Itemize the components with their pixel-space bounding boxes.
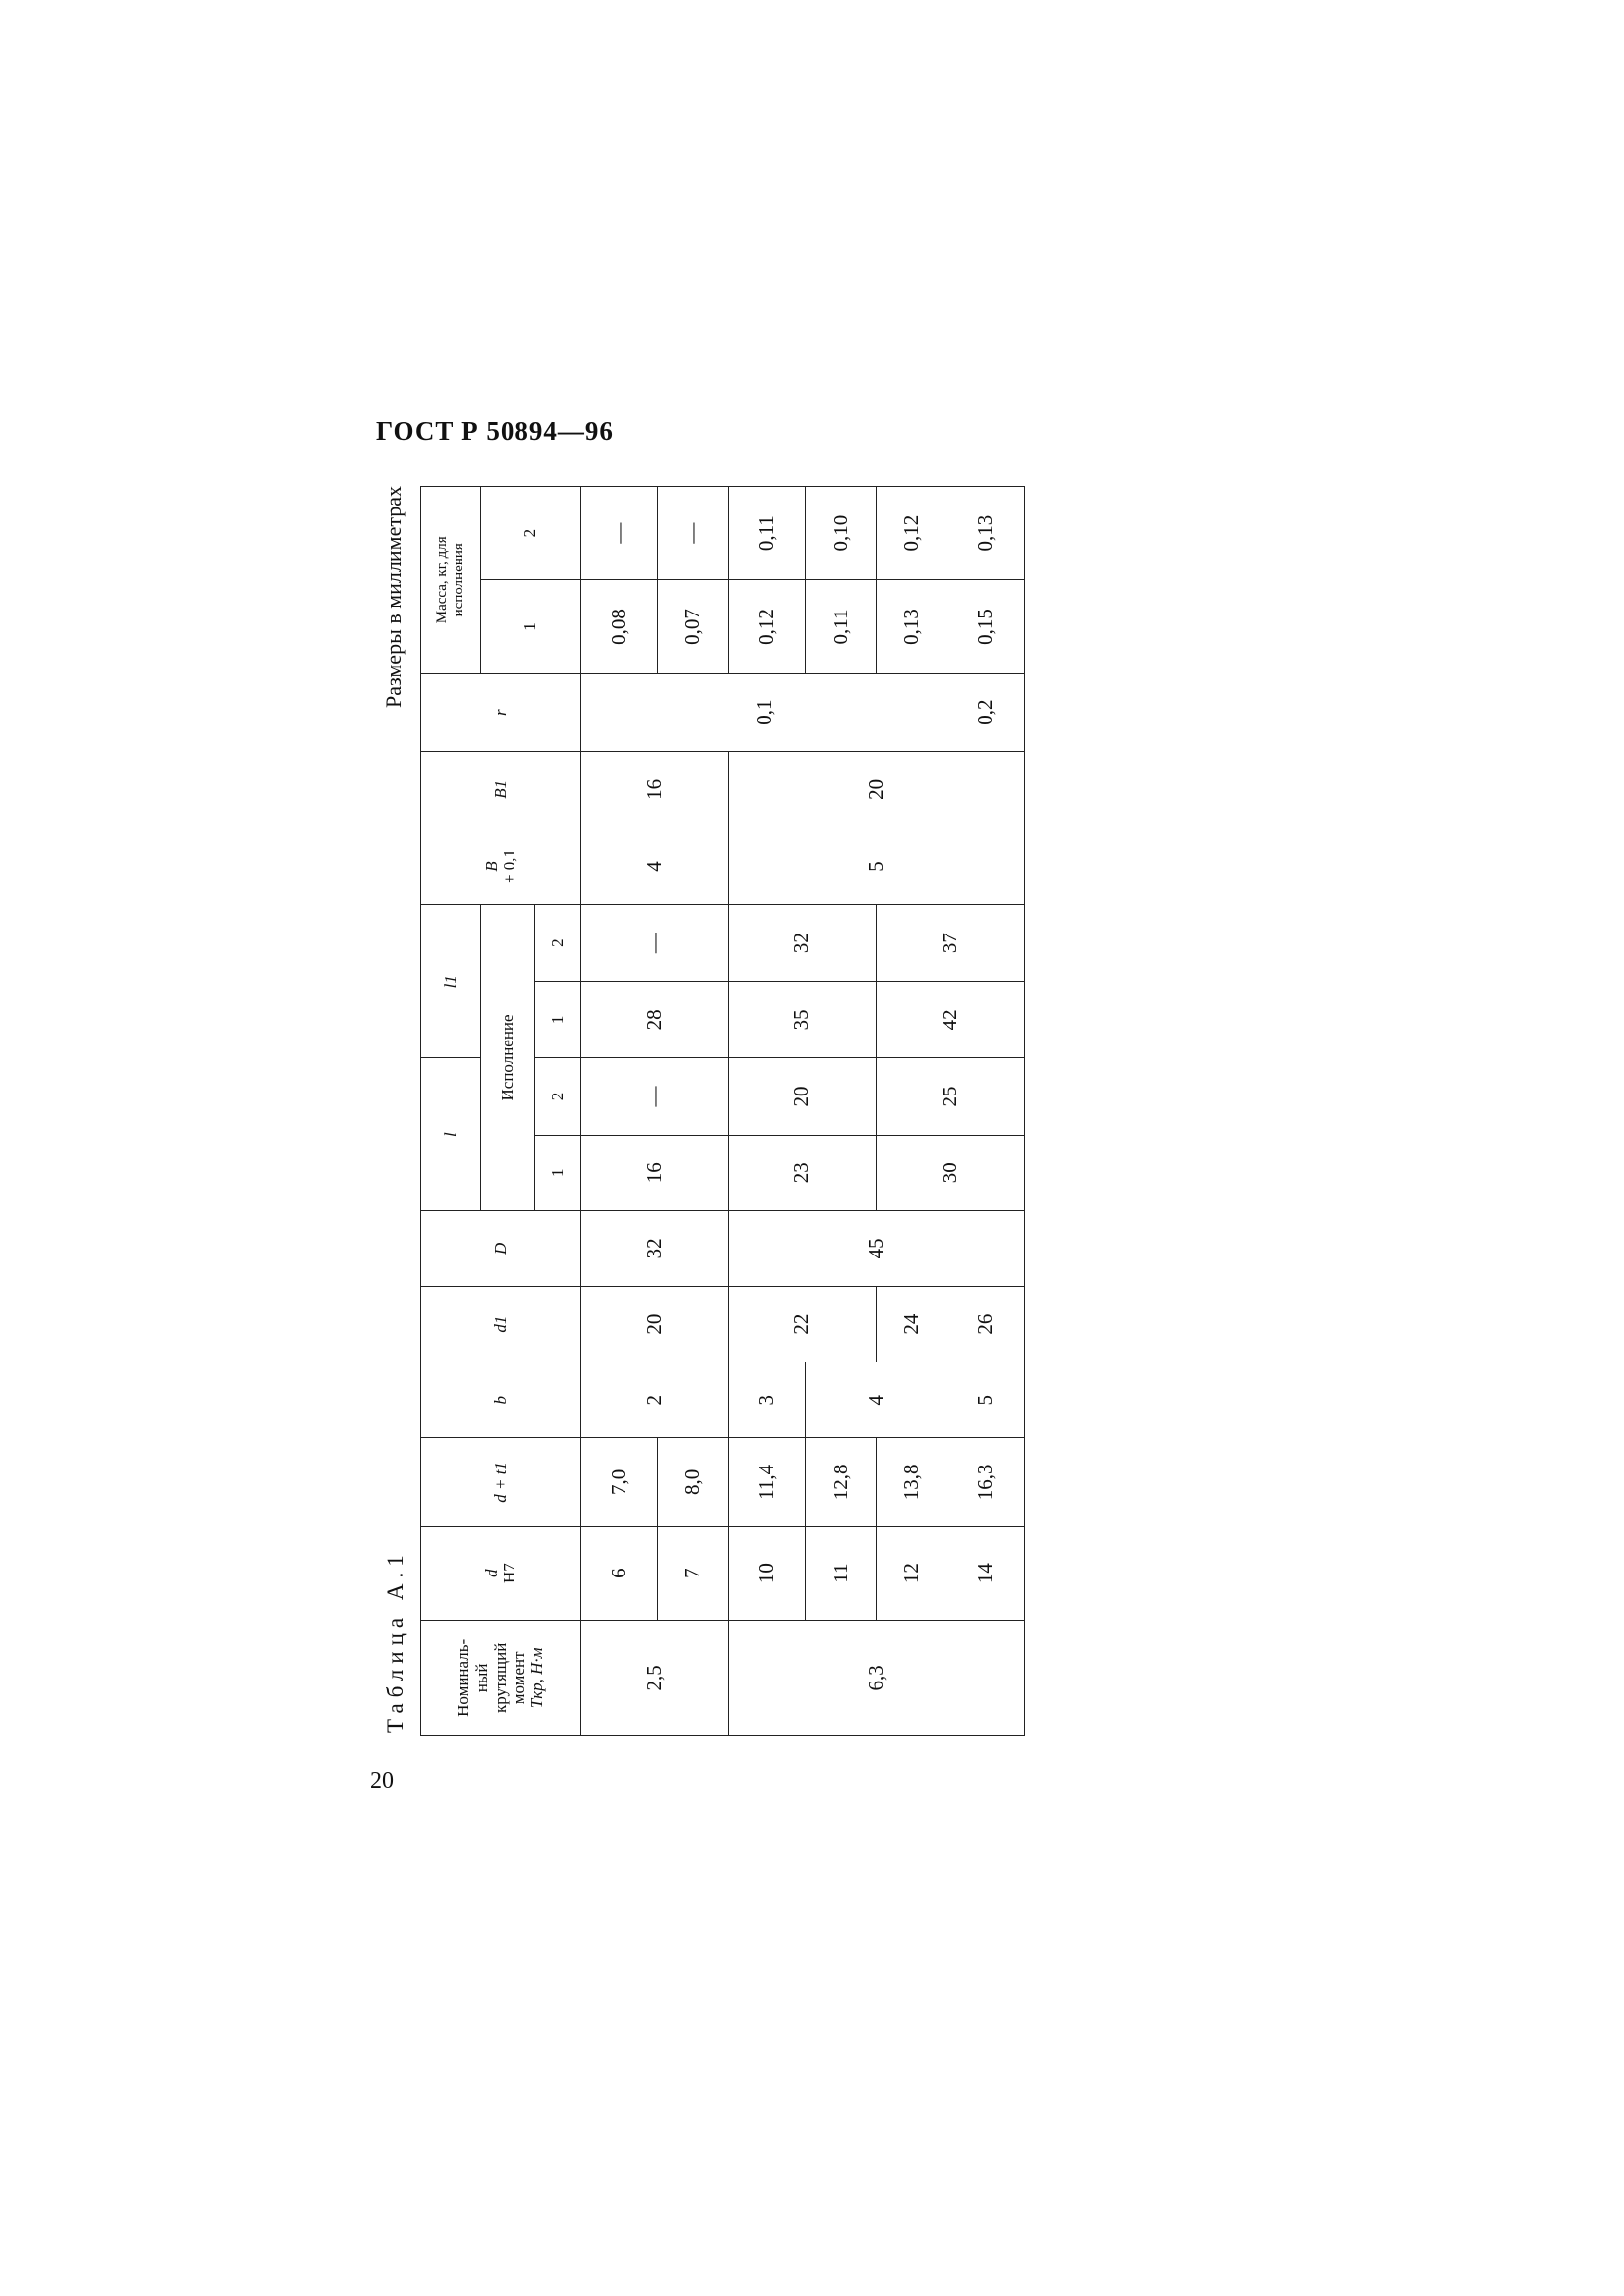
table-caption bbox=[373, 486, 418, 1736]
cell-d-t1: 7,0 bbox=[581, 1438, 658, 1526]
cell-torque: 2,5 bbox=[581, 1620, 729, 1735]
cell-b: 5 bbox=[947, 1362, 1024, 1438]
cell-mass-1: 0,13 bbox=[876, 580, 947, 673]
page-number: 20 bbox=[370, 1768, 394, 1793]
cell-d-t1: 12,8 bbox=[805, 1438, 876, 1526]
units-note: Размеры в миллиметрах bbox=[381, 486, 406, 708]
header-mass-exec-2: 2 bbox=[480, 487, 580, 580]
cell-mass-2: 0,12 bbox=[876, 487, 947, 580]
cell-mass-2: 0,10 bbox=[805, 487, 876, 580]
rotated-table-area bbox=[373, 486, 1025, 1736]
cell-D: 32 bbox=[581, 1210, 729, 1286]
cell-mass-2: — bbox=[657, 487, 728, 580]
cell-l-exec-1: 30 bbox=[876, 1135, 1024, 1210]
header-B1: B1 bbox=[421, 751, 581, 828]
cell-l-exec-1: 23 bbox=[729, 1135, 877, 1210]
document-title: ГОСТ Р 50894—96 bbox=[376, 416, 614, 446]
header-row-1 bbox=[421, 487, 481, 1736]
cell-B1: 20 bbox=[729, 751, 1025, 828]
cell-d: 14 bbox=[947, 1526, 1024, 1620]
cell-d: 6 bbox=[581, 1526, 658, 1620]
cell-d: 11 bbox=[805, 1526, 876, 1620]
cell-d1: 22 bbox=[729, 1286, 877, 1362]
cell-l-exec-1: 16 bbox=[581, 1135, 729, 1210]
cell-b: 2 bbox=[581, 1362, 729, 1438]
table-label: Таблица А.1 bbox=[383, 1549, 407, 1733]
header-l1-exec-1: 1 bbox=[535, 982, 581, 1058]
cell-torque: 6,3 bbox=[729, 1620, 1025, 1735]
header-D: D bbox=[421, 1210, 581, 1286]
cell-d1: 20 bbox=[581, 1286, 729, 1362]
cell-l1-exec-1: 28 bbox=[581, 982, 729, 1058]
cell-l-exec-2: 20 bbox=[729, 1058, 877, 1135]
dimensions-table bbox=[420, 486, 1025, 1736]
cell-l-exec-2: 25 bbox=[876, 1058, 1024, 1135]
cell-mass-1: 0,11 bbox=[805, 580, 876, 673]
cell-mass-1: 0,08 bbox=[581, 580, 658, 673]
cell-l1-exec-2: 37 bbox=[876, 905, 1024, 982]
table-frame bbox=[373, 486, 1025, 1736]
cell-l1-exec-1: 42 bbox=[876, 982, 1024, 1058]
cell-d1: 26 bbox=[947, 1286, 1024, 1362]
cell-r: 0,2 bbox=[947, 673, 1024, 751]
cell-b: 3 bbox=[729, 1362, 806, 1438]
header-mass-exec-1: 1 bbox=[480, 580, 580, 673]
header-l-exec-2: 2 bbox=[535, 1058, 581, 1135]
cell-l1-exec-1: 35 bbox=[729, 982, 877, 1058]
cell-l1-exec-2: 32 bbox=[729, 905, 877, 982]
cell-mass-2: 0,13 bbox=[947, 487, 1024, 580]
header-B: B + 0,1 bbox=[421, 828, 581, 904]
header-l1-exec-2: 2 bbox=[535, 905, 581, 982]
header-l: l bbox=[421, 1058, 481, 1210]
cell-B: 5 bbox=[729, 828, 1025, 904]
header-torque: Номиналь- ный крутящий момент Tкр, Н·м bbox=[421, 1620, 581, 1735]
cell-mass-1: 0,12 bbox=[729, 580, 806, 673]
cell-D: 45 bbox=[729, 1210, 1025, 1286]
cell-d: 12 bbox=[876, 1526, 947, 1620]
cell-l1-exec-2: — bbox=[581, 905, 729, 982]
cell-mass-1: 0,07 bbox=[657, 580, 728, 673]
cell-r: 0,1 bbox=[581, 673, 947, 751]
cell-d-t1: 8,0 bbox=[657, 1438, 728, 1526]
cell-d-t1: 11,4 bbox=[729, 1438, 806, 1526]
header-r: r bbox=[421, 673, 581, 751]
cell-d-t1: 16,3 bbox=[947, 1438, 1024, 1526]
cell-d: 10 bbox=[729, 1526, 806, 1620]
header-l1: l1 bbox=[421, 905, 481, 1058]
header-d1: d1 bbox=[421, 1286, 581, 1362]
cell-mass-2: 0,11 bbox=[729, 487, 806, 580]
header-mass: Масса, кг, для исполнения bbox=[421, 487, 481, 674]
header-d-t1: d + t1 bbox=[421, 1438, 581, 1526]
cell-l-exec-2: — bbox=[581, 1058, 729, 1135]
cell-B: 4 bbox=[581, 828, 729, 904]
header-execution: Исполнение bbox=[480, 905, 534, 1211]
table-row bbox=[581, 487, 658, 1736]
cell-mass-2: — bbox=[581, 487, 658, 580]
cell-mass-1: 0,15 bbox=[947, 580, 1024, 673]
cell-B1: 16 bbox=[581, 751, 729, 828]
cell-d-t1: 13,8 bbox=[876, 1438, 947, 1526]
cell-b: 4 bbox=[805, 1362, 947, 1438]
cell-d1: 24 bbox=[876, 1286, 947, 1362]
cell-d: 7 bbox=[657, 1526, 728, 1620]
header-l-exec-1: 1 bbox=[535, 1135, 581, 1210]
header-b: b bbox=[421, 1362, 581, 1438]
header-d: d H7 bbox=[421, 1526, 581, 1620]
